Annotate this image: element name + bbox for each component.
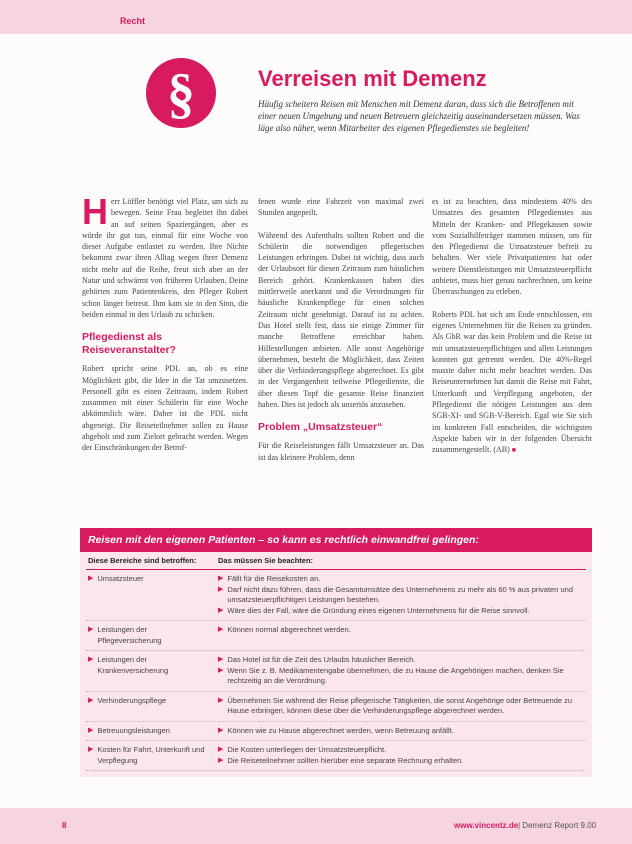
triangle-bullet-icon: ▶ [218, 696, 224, 704]
triangle-bullet-icon: ▶ [88, 746, 94, 753]
note-text: Können normal abgerechnet werden. [227, 625, 351, 634]
top-band [0, 0, 632, 34]
article-title: Verreisen mit Demenz [258, 66, 487, 91]
table-row [86, 621, 586, 651]
subheading: Problem „Umsatzsteuer“ [258, 421, 383, 434]
table-header [86, 552, 586, 570]
table-cell-notes [218, 745, 584, 766]
paragraph: Für die Reiseleistungen fällt Umsatzsteuer an. Das ist das kleinere Problem, denn [258, 441, 424, 462]
note-text: Fällt für die Reisekosten an. [227, 574, 321, 583]
triangle-bullet-icon: ▶ [218, 746, 224, 753]
table-row [86, 692, 586, 722]
triangle-bullet-icon: ▶ [218, 585, 224, 593]
paragraph [82, 191, 248, 320]
note-item [218, 696, 584, 717]
info-box [80, 528, 592, 777]
table-cell-area [88, 655, 218, 687]
paragraph: Robert spricht seine PDL an, ob es eine Möglichkeit gibt, die Idee in die Tat umzusetzen. Personell gibt es einen Zeitraum, indem Robert zusammen mit einer Schülerin für eine Woche abkömmlich wäre. Daher ist die PDL nicht abgeneigt. Die Reiseteilnehmer sollen zu Hause abgeholt und zum Zielort gebracht werden. Wegen der Einschränkungen der Betrof- [82, 364, 248, 453]
table-cell-notes [218, 625, 584, 646]
note-text: Die Reiseteilnehmer sollten hierüber eine separate Rechnung erhalten. [227, 755, 464, 765]
triangle-bullet-icon: ▶ [218, 626, 224, 633]
paragraph: es ist zu beachten, dass mindestens 40% des Umsatzes des gesamten Pflegedienstes aus Mitteln der Kranken- und Pflegekassen sowie vom Sozialhilfeträger stammen müssen, um für den Pflegedienst die Umsatzsteuer befreit zu behalten. Wer viele Privatpatienten hat oder weitere Dienstleistungen mit Umsatzsteuerpflicht anbietet, muss hier genau nachrechnen, um keine Überraschungen zu erleben. [432, 197, 592, 297]
area-label: Kosten für Fahrt, Unterkunft und Verpflegung [97, 745, 205, 765]
note-text: Darf nicht dazu führen, dass die Gesamtumsätze des Unternehmens zu mehr als 60 % aus privaten und umsatzsteuerpflichtigen Leistungen bestehen. [227, 584, 573, 604]
triangle-bullet-icon: ▶ [218, 666, 224, 674]
paragraph-text: Roberts PDL hat sich am Ende entschlossen, ein eigenes Unternehmen für die Reisen zu gründen. Als GbR war das kein Problem und die Reise ist mit umsatzsteuerpflichtigen und allen Leistungen konnten gut getrennt werden. Die 40%-Regel musste daher nicht mehr beachtet werden. Das Reiseunternehmen hat damit die Reise mit Fahrt, Unterkunft und Verpflegung angeboten, der Pflegedienst die nötigen Leistungen aus dem SGB-XI- und SGB-V-Bereich. Egal wie Sie sich im konkreten Fall entscheiden, die wichtigsten Aspekte haben wir in der folgenden Übersicht zusammengestellt. (AB) [432, 309, 592, 455]
table-cell-area [88, 574, 218, 616]
table-cell-area [88, 745, 218, 766]
note-text: Übernehmen Sie während der Reise pflegerische Tätigkeiten, die sonst Angehörige oder Betreuende zu Hause erbringen, können diese über die Verhinderungspflege abgerechnet werden. [227, 695, 573, 715]
table-cell-notes [218, 696, 584, 717]
note-item [218, 655, 584, 666]
table-body [86, 570, 586, 771]
note-item [218, 625, 584, 636]
paragraph: fenen wurde eine Fahrzeit von maximal zwei Stunden angepeilt. [258, 197, 424, 218]
column-header-areas: Diese Bereiche sind betroffen: [88, 556, 197, 565]
note-text: Wäre dies der Fall, wäre die Gründung eines eigenen Unternehmens für die Reise sinnvoll. [227, 605, 530, 615]
table-row [86, 651, 586, 692]
table-cell-notes [218, 655, 584, 687]
paragraph-text: err Löffler benötigt viel Platz, um sich zu bewegen. Seine Frau begleitet ihn dabei an auf seinen Spaziergängen, aber es würde ihr gut tun, einmal für eine Woche von dieser Aufgabe entlastet zu werden. Ihre Nichte bekommt zwar ihren Alltag wegen ihrer Demenz nicht mehr auf die Reihe, freut sich aber an der Natur und schwärmt von früheren Urlauben. Deine gehörten zum Patientenkreis, den Pfleger Robert schon länger betreut. Ihm kam sie in den Sinn, die beiden einmal in den Urlaub zu schicken. [82, 197, 248, 319]
triangle-bullet-icon: ▶ [218, 656, 224, 663]
footer [0, 808, 632, 844]
note-item [218, 756, 584, 767]
note-item [218, 745, 584, 756]
table-row [86, 570, 586, 621]
area-label: Leistungen der Krankenversicherung [97, 655, 169, 675]
subheading: Pflegedienst als Reiseveranstalter? [82, 331, 176, 357]
table-cell-area [88, 625, 218, 646]
paragraph [432, 309, 592, 457]
section-label: Recht [120, 16, 146, 26]
note-text: Können wie zu Hause abgerechnet werden, wenn Betreuung anfällt. [227, 725, 454, 735]
note-item [218, 574, 584, 585]
page-number: 8 [62, 821, 67, 830]
triangle-bullet-icon: ▶ [218, 756, 224, 764]
triangle-bullet-icon: ▶ [218, 575, 224, 582]
info-box-body [80, 552, 592, 777]
note-item [218, 666, 584, 687]
note-item [218, 585, 584, 606]
area-label: Leistungen der Pflegeversicherung [97, 625, 162, 645]
paragraph: Während des Aufenthalts sollten Robert und die Schülerin die notwendigen pflegerischen Leistungen erbringen. Dabei ist wichtig, dass auch der Urlaubsort für diesen Zeitraum zum häuslichen Bereich gehört. Krankenkassen haben dies mittlerweile anerkannt und die Verordnungen für häusliche Krankenpflege für einen solchen Zeitraum nicht genehmigt. Darauf ist zu achten. Das Hotel stellt fest, dass sie einige Zimmer für manche Betroffene erreichbar haben. Hilfestellungen anbieten. Alle sonst Angehörige übernehmen, besteht die Möglichkeit, dass Zeiten über die Verhinderungspflege abgerechnet. Es gibt in der Vergangenheit teilweise Pflegedienste, die über diesen Topf die gesamte Reise finanziert haben. Dies ist jedoch als unseriös anzusehen. [258, 230, 424, 410]
triangle-bullet-icon: ▶ [218, 726, 224, 734]
note-text: Wenn Sie z. B. Medikamentengabe übernehmen, die zu Hause die Angehörigen machen, denken Sie rechtzeitig an die Verordnung. [227, 665, 564, 685]
article-column-3 [432, 196, 592, 468]
footer-url: www.vincentz.de [454, 821, 519, 830]
note-item [218, 726, 584, 737]
paragraph-icon [146, 58, 216, 128]
article-column-1 [82, 191, 248, 465]
area-label: Umsatzsteuer [97, 574, 144, 583]
triangle-bullet-icon: ▶ [88, 626, 94, 633]
column-header-notes: Das müssen Sie beachten: [218, 556, 314, 565]
table-row [86, 741, 586, 771]
area-label: Betreuungsleistungen [97, 725, 170, 735]
table-cell-area [88, 696, 218, 717]
article-lead: Häufig scheitern Reisen mit Menschen mit Demenz daran, dass sich die Betroffenen mit einer neuen Umgebung und neuen Betreuern gleichzeitig auseinandersetzen müssen. Was läge also näher, wenn Mitarbeiter des eigenen Pflegedienstes sie begleiten! [258, 99, 580, 133]
triangle-bullet-icon: ▶ [218, 606, 224, 614]
table-cell-notes [218, 574, 584, 616]
triangle-bullet-icon: ▶ [88, 726, 94, 734]
note-item [218, 606, 584, 617]
paragraph-symbol: § [167, 63, 195, 125]
footer-magazine: | Demenz Report 9.00 [518, 821, 597, 830]
area-label: Verhinderungspflege [97, 695, 167, 705]
table-cell-area [88, 726, 218, 737]
triangle-bullet-icon: ▶ [88, 696, 94, 704]
article-column-2 [258, 196, 424, 474]
note-text: Die Kosten unterliegen der Umsatzsteuerpflicht. [227, 745, 387, 754]
drop-cap: H [82, 191, 108, 232]
triangle-bullet-icon: ▶ [88, 656, 94, 663]
table-cell-notes [218, 726, 584, 737]
end-mark-icon: ■ [511, 446, 516, 455]
table-row [86, 722, 586, 742]
info-box-title: Reisen mit den eigenen Patienten – so kann es rechtlich einwandfrei gelingen: [80, 528, 592, 552]
triangle-bullet-icon: ▶ [88, 575, 94, 582]
note-text: Das Hotel ist für die Zeit des Urlaubs häuslicher Bereich. [227, 655, 416, 664]
